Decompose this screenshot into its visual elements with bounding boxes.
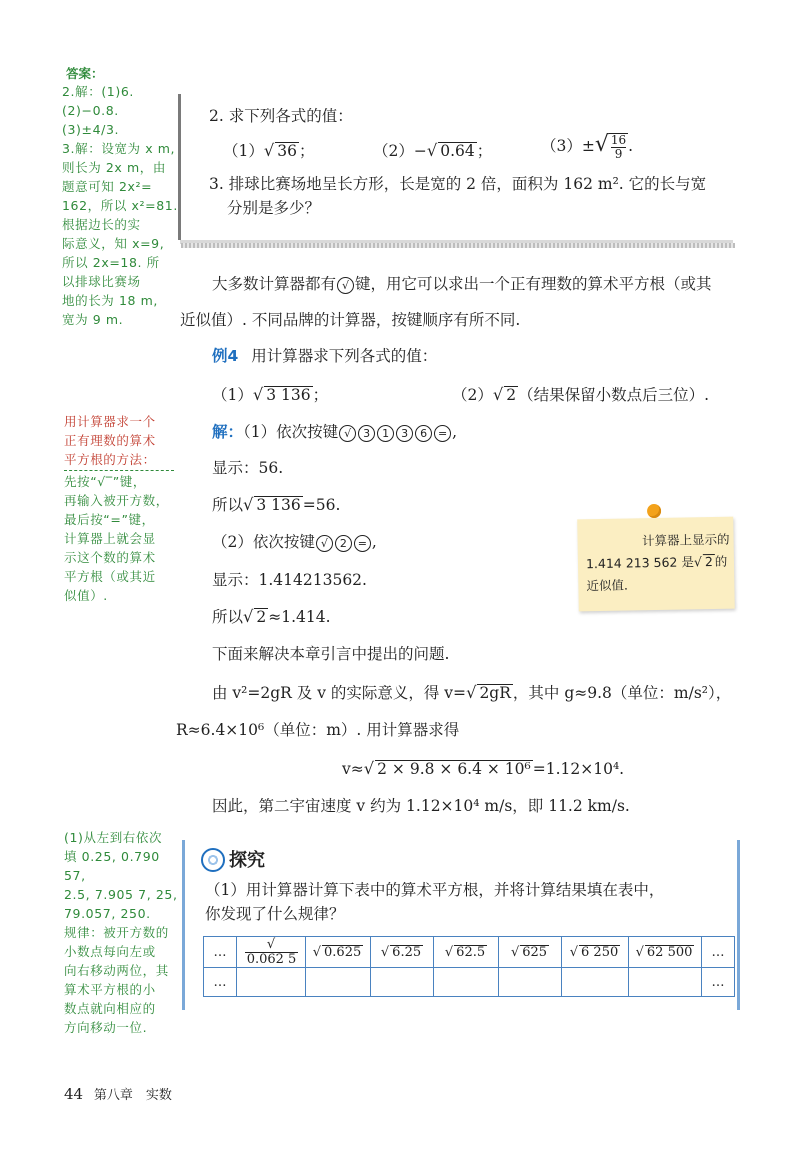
sidebar-line: 用计算器求一个: [64, 414, 156, 429]
table-cell: [306, 968, 371, 997]
exercise-q2-3: （3）±√ $\frac{16}{9}$ .: [541, 132, 634, 161]
sidebar-line: 根据边长的实: [62, 217, 141, 232]
table-cell: …: [204, 937, 237, 968]
sidebar-line: 先按“√‾”键，: [64, 474, 146, 489]
explore-icon: [201, 848, 225, 872]
table-cell-sqrt: √ 62.5: [434, 937, 499, 968]
sidebar-line: 再输入被开方数，: [64, 493, 169, 508]
sqrt-key-icon: √: [316, 535, 333, 552]
table-cell: [434, 968, 499, 997]
sidebar-line: 以排球比赛场: [62, 274, 141, 289]
sidebar-line: 地的长为 18 m,: [62, 293, 159, 308]
answer-label: 答案：: [66, 66, 104, 81]
table-cell: [499, 968, 562, 997]
pin-icon: [647, 504, 661, 518]
sidebar-line: 2.解：(1)6.: [62, 84, 134, 99]
example-heading: 例4 用计算器求下列各式的值：: [212, 347, 438, 365]
sidebar-line: 似值）.: [64, 588, 108, 603]
sidebar-answers-bottom: [64, 828, 182, 1037]
example-item-2: （2）√ 2 （结果保留小数点后三位）.: [452, 385, 710, 404]
sidebar-line: 宽为 9 m.: [62, 312, 124, 327]
chapter-title: 第八章 实数: [93, 1088, 172, 1103]
sidebar-line: 正有理数的算术: [64, 433, 156, 448]
sidebar-line: 数点就向相应的: [64, 1001, 156, 1016]
table-cell: [237, 968, 306, 997]
sidebar-line: 际意义，知 x=9,: [62, 236, 165, 251]
explore-box: [182, 840, 740, 1010]
exercise-q2: 2. 求下列各式的值：: [209, 107, 353, 125]
calculator-key-3-icon: 3: [396, 425, 413, 442]
solution-result-2: 所以√ 2 ≈1.414.: [212, 607, 331, 626]
explore-text-2: 你发现了什么规律？: [205, 905, 345, 923]
calculation-line: v≈√ 2 × 9.8 × 6.4 × 10⁶ =1.12×10⁴.: [342, 759, 625, 778]
radius-line: R≈6.4×10⁶（单位：m）. 用计算器求得: [176, 721, 460, 739]
explore-text-1: （1）用计算器计算下表中的算术平方根，并将计算结果填在表中，: [205, 881, 665, 899]
calculator-key-3-icon: 3: [358, 425, 375, 442]
table-row: [204, 968, 735, 997]
example-item-1: （1）√ 3 136 ；: [212, 385, 329, 404]
calculator-key-equals-icon: =: [434, 425, 451, 442]
sidebar-line: 平方根（或其近: [64, 569, 156, 584]
calculator-key-equals-icon: =: [354, 535, 371, 552]
conclusion-line: 因此，第二宇宙速度 v 约为 1.12×10⁴ m/s，即 11.2 km/s.: [212, 797, 630, 815]
calculator-key-2-icon: 2: [335, 535, 352, 552]
sidebar-line: 向右移动两位，其: [64, 963, 169, 978]
sqrt-key-icon: √: [339, 425, 356, 442]
exercise-box: [178, 94, 735, 240]
sidebar-line: 算术平方根的小: [64, 982, 156, 997]
solution-display-1: 显示：56.: [212, 459, 284, 477]
exercise-q2-2: （2）−√ 0.64 ；: [373, 141, 493, 160]
solution-step-1: 解：（1）依次按键 √ 3 1 3 6 = ,: [212, 423, 458, 441]
page-number: 44: [64, 1085, 84, 1103]
sidebar-line: 题意可知 2x²=: [62, 179, 153, 194]
calculator-key-1-icon: 1: [377, 425, 394, 442]
sidebar-line: 小数点每向左或: [64, 944, 156, 959]
sidebar-line: 3.解：设宽为 x m,: [62, 141, 176, 156]
sidebar-method-title: [64, 412, 174, 469]
intro-line-1: 大多数计算器都有 √ 键，用它可以求出一个正有理数的算术平方根（或其: [212, 275, 712, 293]
table-cell: …: [702, 937, 735, 968]
sidebar-answers-top: [62, 82, 180, 329]
sidebar-line: 2.5, 7.905 7, 25,: [64, 887, 178, 902]
table-cell-sqrt: √ 6.25: [371, 937, 434, 968]
table-cell-sqrt: √0.062 5: [237, 937, 306, 968]
exercise-q2-1: （1）√ 36 ；: [223, 141, 315, 160]
table-cell: [371, 968, 434, 997]
sidebar-line: 162，所以 x²=81.: [62, 198, 178, 213]
solution-display-2: 显示：1.414213562.: [212, 571, 367, 589]
transition-text: 下面来解决本章引言中提出的问题.: [212, 645, 450, 663]
sidebar-line: 规律：被开方数的: [64, 925, 169, 940]
page-footer: [64, 1084, 172, 1103]
exercise-q3-line2: 分别是多少？: [227, 199, 321, 217]
table-cell: …: [702, 968, 735, 997]
table-cell-sqrt: √ 0.625: [306, 937, 371, 968]
sticky-note: [577, 517, 735, 612]
table-cell-sqrt: √ 625: [499, 937, 562, 968]
sticky-line-3: 近似值.: [586, 577, 628, 593]
sidebar-line: (2)−0.8.: [62, 103, 119, 118]
velocity-formula-line: 由 v²=2gR 及 v 的实际意义，得 v=√ 2gR ，其中 g≈9.8（单位：m/s²），: [212, 683, 732, 702]
solution-step-2: （2）依次按键 √ 2 = ,: [212, 533, 377, 551]
exercise-q3-line1: 3. 排球比赛场地呈长方形，长是宽的 2 倍，面积为 162 m². 它的长与宽: [209, 175, 707, 193]
table-cell-sqrt: √ 62 500: [629, 937, 702, 968]
calculator-key-6-icon: 6: [415, 425, 432, 442]
sidebar-line: 示这个数的算术: [64, 550, 156, 565]
sqrt-table: [203, 936, 735, 997]
sidebar-line: 79.057, 250.: [64, 906, 151, 921]
sidebar-line: 最后按“=”键，: [64, 512, 155, 527]
sidebar-line: 填 0.25, 0.790 57,: [64, 849, 160, 883]
sidebar-line: (3)±4/3.: [62, 122, 120, 137]
sidebar-line: (1)从左到右依次: [64, 830, 163, 845]
sidebar-line: 平方根的方法：: [64, 452, 156, 467]
table-cell: [629, 968, 702, 997]
explore-title: 探究: [229, 850, 265, 871]
sticky-line-1: 计算器上显示的: [641, 531, 730, 549]
intro-line-2: 近似值）. 不同品牌的计算器，按键顺序有所不同.: [180, 311, 521, 329]
sidebar-line: 方向移动一位.: [64, 1020, 148, 1035]
solution-result-1: 所以√ 3 136 =56.: [212, 495, 341, 514]
sidebar-line: 所以 2x=18. 所: [62, 255, 160, 270]
sticky-line-2: 1.414 213 562 是√ 2 的: [585, 553, 728, 572]
table-cell: …: [204, 968, 237, 997]
table-row: [204, 937, 735, 968]
table-cell-sqrt: √ 6 250: [562, 937, 629, 968]
sidebar-method-body: [64, 470, 174, 605]
sqrt-key-icon: √: [337, 277, 354, 294]
table-cell: [562, 968, 629, 997]
sidebar-line: 则长为 2x m，由: [62, 160, 166, 175]
sidebar-line: 计算器上就会显: [64, 531, 156, 546]
